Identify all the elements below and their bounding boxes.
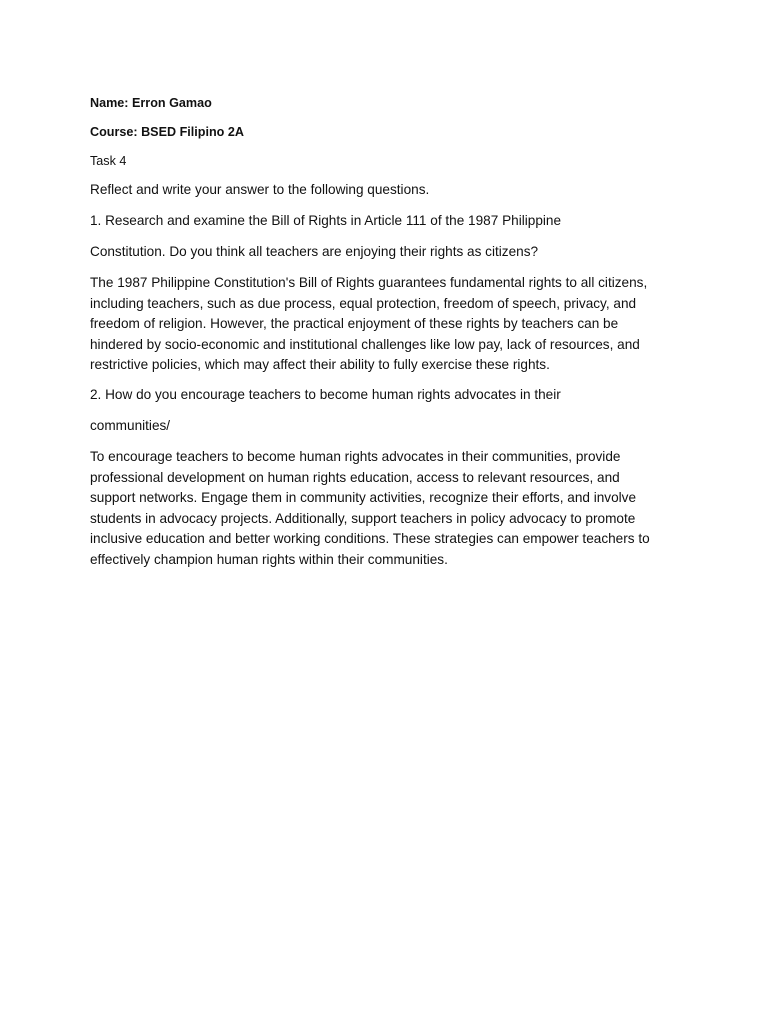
student-name: Name: Erron Gamao: [90, 96, 212, 110]
answer-2-line: effectively champion human rights within their communities.: [90, 551, 448, 567]
answer-1: [90, 273, 647, 376]
answer-1-line: freedom of religion. However, the practical enjoyment of these rights by teachers can be: [90, 316, 619, 332]
answer-2-line: students in advocacy projects. Additionally, support teachers in policy advocacy to promote: [90, 510, 636, 526]
task-label: Task 4: [90, 154, 127, 168]
question-2-line-1: 2. How do you encourage teachers to become human rights advocates in their: [90, 387, 561, 402]
question-2-line-2: communities/: [90, 418, 171, 433]
answer-2-line: support networks. Engage them in community activities, recognize their efforts, and involve: [90, 490, 637, 506]
answer-2: [90, 447, 650, 571]
answer-1-line: including teachers, such as due process, equal protection, freedom of speech, privacy, and: [90, 295, 637, 311]
answer-2-line: To encourage teachers to become human rights advocates in their communities, provide: [90, 449, 621, 464]
course-info: Course: BSED Filipino 2A: [90, 125, 244, 139]
answer-1-line: The 1987 Philippine Constitution's Bill of Rights guarantees fundamental rights to all citizens,: [90, 275, 648, 290]
question-1-line-2: Constitution. Do you think all teachers are enjoying their rights as citizens?: [90, 244, 539, 259]
answer-2-line: inclusive education and better working conditions. These strategies can empower teachers to: [90, 531, 650, 547]
question-1-line-1: 1. Research and examine the Bill of Rights in Article 111 of the 1987 Philippine: [90, 213, 562, 228]
answer-1-line: hindered by socio-economic and institutional challenges like low pay, lack of resources, and: [90, 336, 640, 352]
answer-2-line: professional development on human rights education, access to relevant resources, and: [90, 469, 620, 485]
answer-1-line: restrictive policies, which may affect their ability to fully exercise these rights.: [90, 357, 550, 373]
instruction-text: Reflect and write your answer to the following questions.: [90, 182, 430, 197]
